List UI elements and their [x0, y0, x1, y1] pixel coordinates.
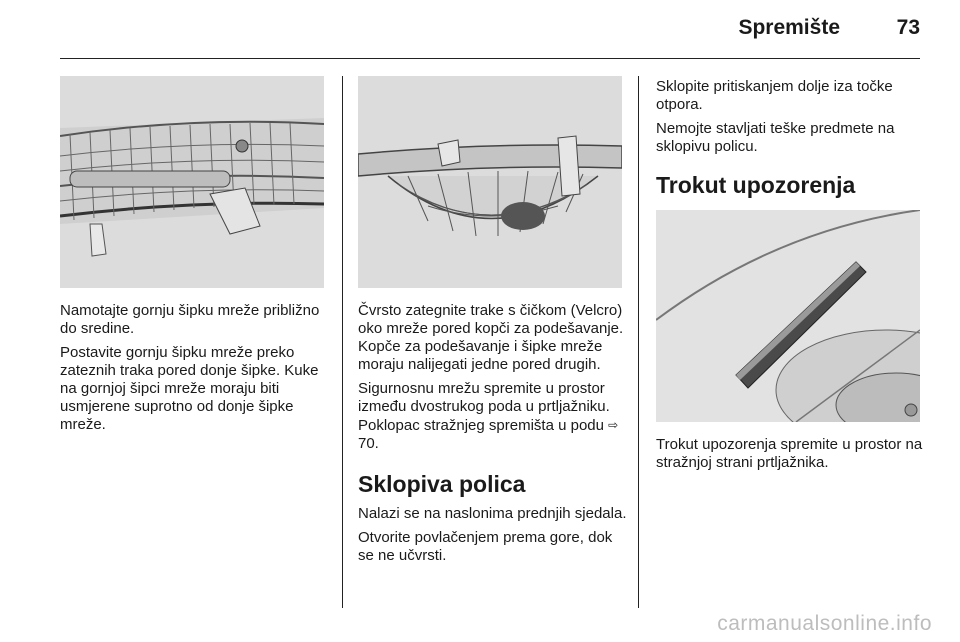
middle-column-text: [358, 302, 630, 571]
section-heading-trokut-upozorenja: Trokut upozorenja: [656, 172, 856, 198]
page-title: Spremište: [738, 16, 840, 39]
paragraph: Otvorite povlačenjem prema gore, dok se ne učvrsti.: [358, 529, 613, 564]
section-heading-sklopiva-polica: Sklopiva polica: [358, 471, 526, 497]
net-rolling-illustration: [60, 76, 324, 288]
paragraph: Trokut upozorenja spremite u prostor na stražnjoj strani prtljažnika.: [656, 436, 923, 471]
warning-triangle-illustration: [656, 210, 920, 422]
page-number: 73: [896, 16, 920, 39]
watermark: carmanualsonline.info: [717, 612, 932, 635]
net-straps-illustration: [358, 76, 622, 288]
column-divider-right: [638, 76, 639, 608]
column-divider-left: [342, 76, 343, 608]
paragraph: Sklopite pritiskanjem dolje iza točke otpora.: [656, 78, 893, 113]
page-ref-arrow-icon: ⇨: [608, 418, 619, 432]
paragraph: Čvrsto zategnite trake s čičkom (Velcro) oko mreže pored kopči za podešavanje. Kopče za podešavanje i šipke mreže moraju nalijegati jedne pored drugih.: [358, 302, 624, 373]
left-column-text: [60, 302, 330, 440]
paragraph: Postavite gornju šipku mreže preko zateznih traka pored donje šipke. Kuke na gornjoj šipci mreže moraju biti usmjerene suprotno od donje šipke mreže.: [60, 344, 319, 433]
paragraph: Nalazi se na naslonima prednjih sjedala.: [358, 505, 627, 522]
paragraph-with-ref: [358, 380, 630, 453]
right-column-text: [656, 78, 926, 206]
paragraph-text: Sigurnosnu mrežu spremite u prostor između dvostrukog poda u prtljažniku. Poklopac stražnjeg spremišta u podu: [358, 380, 610, 434]
header-divider: [60, 58, 920, 59]
paragraph: Namotajte gornju šipku mreže približno do sredine.: [60, 302, 320, 337]
paragraph: Nemojte stavljati teške predmete na sklopivu policu.: [656, 120, 895, 155]
right-column-caption: [656, 436, 926, 478]
page-ref-link[interactable]: 70.: [358, 435, 379, 452]
